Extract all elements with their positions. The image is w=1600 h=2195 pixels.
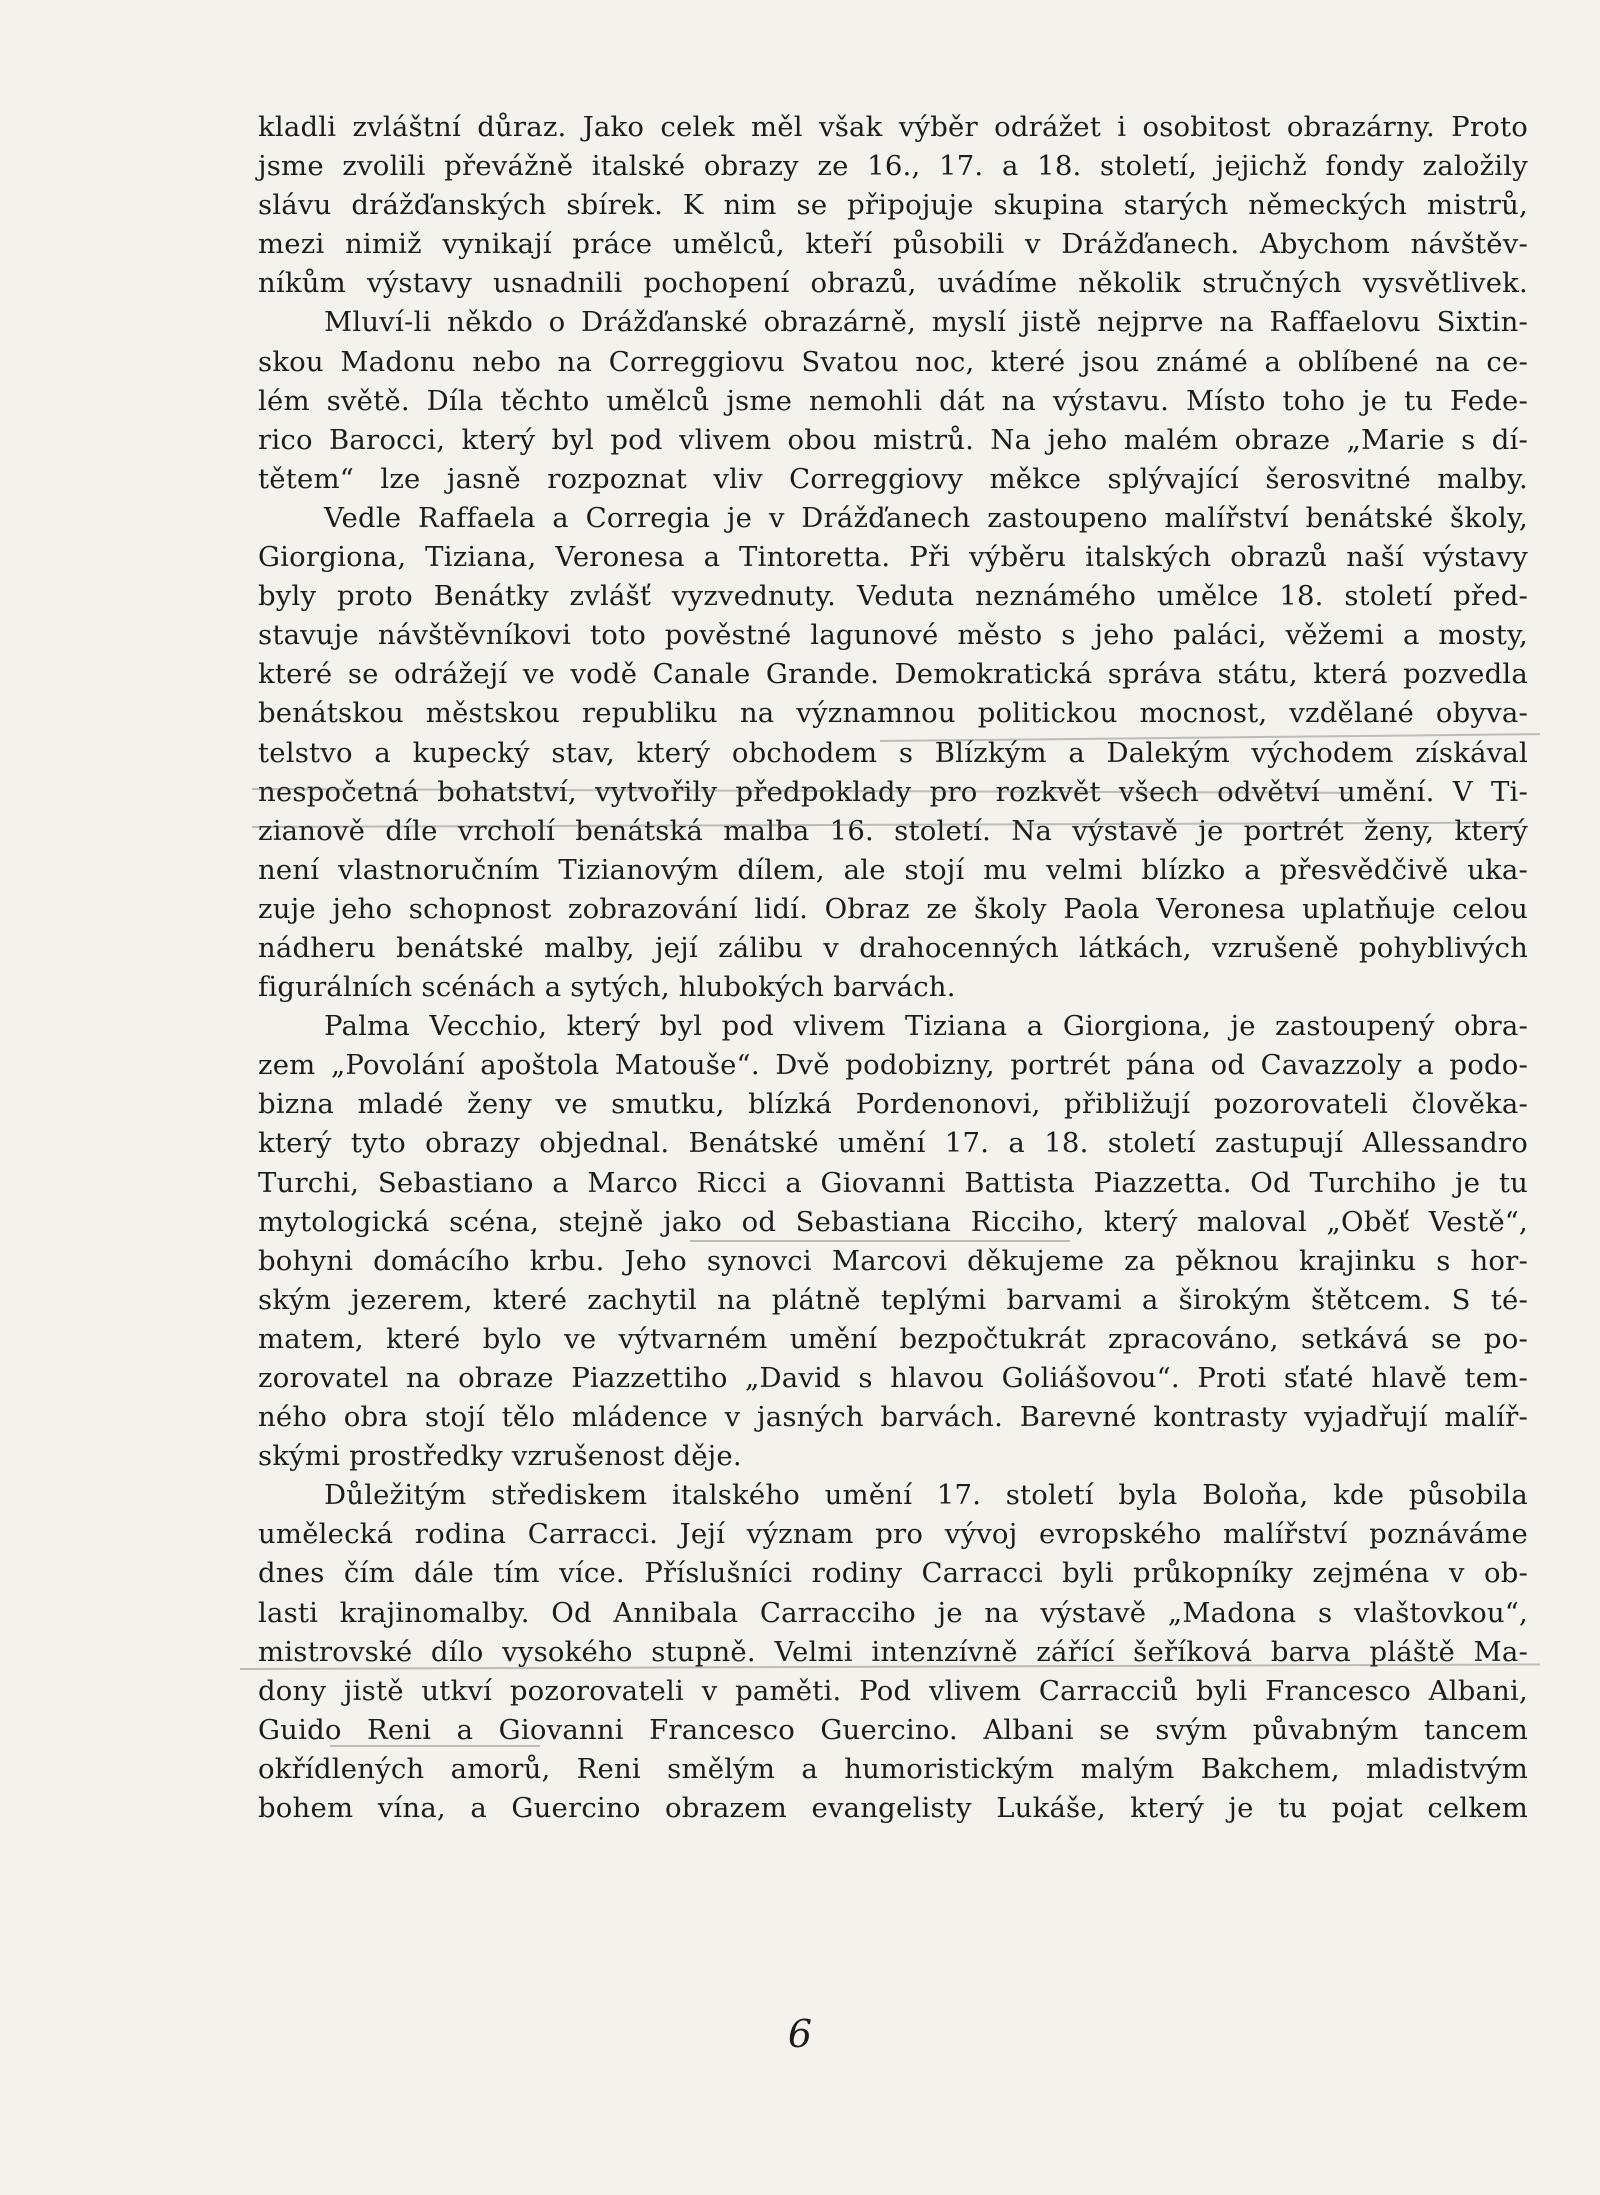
text-line: zem „Povolání apoštola Matouše“. Dvě podobizny, portrét pána od Cavazzoly a podo- (258, 1049, 1528, 1082)
text-line: bizna mladé ženy ve smutku, blízká Pordenonovi, přibližují pozorovateli člověka- (258, 1088, 1528, 1121)
text-line: matem, které bylo ve výtvarném umění bezpočtukrát zpracováno, setkává se po- (258, 1322, 1528, 1355)
text-line: zuje jeho schopnost zobrazování lidí. Obraz ze školy Paola Veronesa uplatňuje celou (258, 892, 1528, 925)
text-line: skou Madonu nebo na Correggiovu Svatou noc, které jsou známé a oblíbené na ce- (258, 345, 1528, 378)
pencil-underline (690, 1240, 1070, 1242)
text-line: lém světě. Díla těchto umělců jsme nemohli dát na výstavu. Místo toho je tu Fede- (258, 384, 1528, 417)
text-line: mytologická scéna, stejně jako od Sebastiana Ricciho, který maloval „Oběť Vestě“, (258, 1205, 1528, 1238)
text-line: dnes čím dále tím více. Příslušníci rodiny Carracci byli průkopníky zejména v ob- (258, 1557, 1528, 1590)
paragraph-end-line: figurálních scénách a sytých, hlubokých barvách. (258, 971, 956, 1004)
text-line: který tyto obrazy objednal. Benátské umění 17. a 18. století zastupují Allessandro (258, 1127, 1528, 1160)
text-line: stavuje návštěvníkovi toto pověstné lagunové město s jeho paláci, věžemi a mosty, (258, 619, 1528, 652)
text-line: umělecká rodina Carracci. Její význam pro vývoj evropského malířství poznáváme (258, 1518, 1528, 1551)
text-line: lasti krajinomalby. Od Annibala Carracciho je na výstavě „Madona s vlaštovkou“, (258, 1596, 1528, 1629)
text-line: tětem“ lze jasně rozpoznat vliv Correggiovy měkce splývající šerosvitné malby. (258, 462, 1528, 495)
paragraph-start-line: Vedle Raffaela a Corregia je v Drážďanech zastoupeno malířství benátské školy, (324, 501, 1528, 534)
paragraph-end-line: skými prostředky vzrušenost děje. (258, 1440, 742, 1473)
paragraph-start-line: Důležitým střediskem italského umění 17. století byla Boloňa, kde působila (324, 1479, 1528, 1512)
text-line: bohem vína, a Guercino obrazem evangelisty Lukáše, který je tu pojat celkem (258, 1792, 1528, 1825)
text-line: bohyni domácího krbu. Jeho synovci Marcovi děkujeme za pěknou krajinku s hor- (258, 1244, 1528, 1277)
text-line: nádheru benátské malby, její zálibu v drahocenných látkách, vzrušeně pohyblivých (258, 931, 1528, 964)
page-number: 6 (787, 2012, 813, 2056)
text-line: ného obra stojí tělo mládence v jasných barvách. Barevné kontrasty vyjadřují malíř- (258, 1401, 1528, 1434)
text-line: nespočetná bohatství, vytvořily předpoklady pro rozkvět všech odvětví umění. V Ti- (258, 775, 1528, 808)
text-line: které se odrážejí ve vodě Canale Grande. Demokratická správa státu, která pozvedla (258, 658, 1528, 691)
text-line: Guido Reni a Giovanni Francesco Guercino. Albani se svým půvabným tancem (258, 1713, 1528, 1746)
body-text (258, 108, 1528, 1828)
paragraph-start-line: Mluví-li někdo o Drážďanské obrazárně, myslí jistě nejprve na Raffaelovu Sixtin- (324, 306, 1528, 339)
text-line: Giorgiona, Tiziana, Veronesa a Tintoretta. Při výběru italských obrazů naší výstavy (258, 541, 1528, 574)
text-line: okřídlených amorů, Reni smělým a humoristickým malým Bakchem, mladistvým (258, 1752, 1528, 1785)
text-line: mistrovské dílo vysokého stupně. Velmi intenzívně zářící šeříková barva pláště Ma- (258, 1635, 1528, 1668)
text-line: zianově díle vrcholí benátská malba 16. století. Na výstavě je portrét ženy, který (258, 814, 1528, 847)
text-line: byly proto Benátky zvlášť vyzvednuty. Veduta neznámého umělce 18. století před- (258, 580, 1528, 613)
text-line: rico Barocci, který byl pod vlivem obou mistrů. Na jeho malém obraze „Marie s dí- (258, 423, 1528, 456)
text-line: mezi nimiž vynikají práce umělců, kteří působili v Drážďanech. Abychom návštěv- (258, 228, 1528, 261)
text-line: zorovatel na obraze Piazzettiho „David s hlavou Goliášovou“. Proti sťaté hlavě tem- (258, 1362, 1528, 1394)
text-line: ským jezerem, které zachytil na plátně teplými barvami a širokým štětcem. S té- (258, 1283, 1528, 1316)
text-line: benátskou městskou republiku na významnou politickou mocnost, vzdělané obyva- (258, 697, 1528, 730)
text-line: kladli zvláštní důraz. Jako celek měl však výběr odrážet i osobitost obrazárny. Proto (258, 111, 1528, 143)
paragraph-start-line: Palma Vecchio, který byl pod vlivem Tiziana a Giorgiona, je zastoupený obra- (324, 1010, 1528, 1043)
pencil-underline (330, 1745, 540, 1747)
text-line: není vlastnoručním Tizianovým dílem, ale stojí mu velmi blízko a přesvědčivě uka- (258, 853, 1528, 886)
text-line: dony jistě utkví pozorovateli v paměti. Pod vlivem Carracciů byli Francesco Albani, (258, 1674, 1528, 1707)
text-line: jsme zvolili převážně italské obrazy ze 16., 17. a 18. století, jejichž fondy založily (258, 150, 1528, 183)
text-line: slávu drážďanských sbírek. K nim se připojuje skupina starých německých mistrů, (258, 189, 1528, 222)
text-line: telstvo a kupecký stav, který obchodem s Blízkým a Dalekým východem získával (258, 736, 1528, 769)
text-line: Turchi, Sebastiano a Marco Ricci a Giovanni Battista Piazzetta. Od Turchiho je tu (258, 1166, 1528, 1199)
text-line: níkům výstavy usnadnili pochopení obrazů, uvádíme několik stručných vysvětlivek. (258, 267, 1528, 300)
